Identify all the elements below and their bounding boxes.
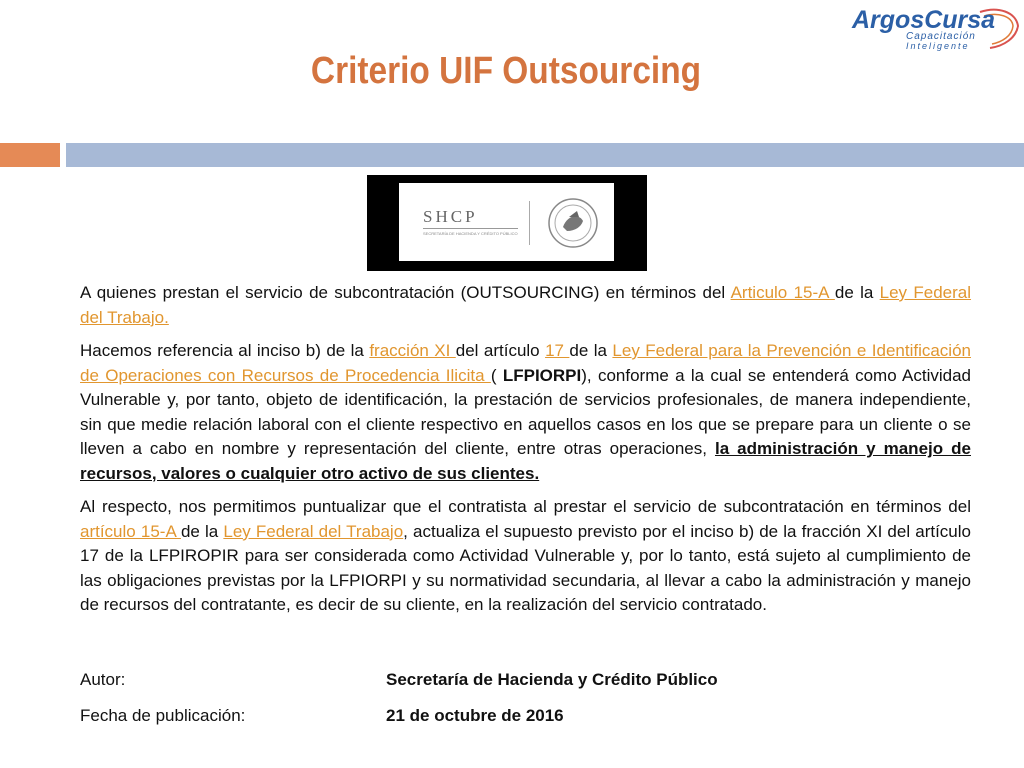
p3-text-2: de la [180,521,224,541]
p2-emphasis: la administración y manejo de recursos, valores o cualquier otro activo de sus clientes. [80,439,971,483]
link-lfpiorpi[interactable]: Ley Federal para la Prevención e Identificación de Operaciones con Recursos de Procedencia Ilicita [80,341,971,385]
p3-text-3: , actualiza el supuesto previsto por el inciso b) de la fracción XI del artículo 17 de la LFPIROPIR para ser considerada como Actividad Vulnerable y, por lo tanto, está sujeto al cumplimiento de las obligaciones previstas por la LFPIORPI y su normatividad secundaria, al llevar a cabo la administración y manejo de recursos del contratante, es decir de su cliente, en la realización del servicio contratado. [80,521,971,614]
link-ley-federal-trabajo-2[interactable]: Ley Federal del Trabajo [223,521,404,541]
date-value: 21 de octubre de 2016 [386,706,564,725]
p2-text-3: de la [569,341,613,360]
paragraph-1 [80,281,971,330]
link-ley-federal-trabajo[interactable]: Ley Federal del Trabajo. [80,283,972,327]
shcp-wordmark: SHCP [423,207,478,226]
main-content [80,281,971,627]
logo-tagline-2: Inteligente [906,41,970,51]
logo-name: ArgosCursa [852,6,996,34]
p2-text-1: Hacemos referencia al inciso b) de la [80,341,370,360]
shcp-seal-image [367,175,647,271]
author-value: Secretaría de Hacienda y Crédito Público [386,670,718,689]
argoscursa-logo [848,4,1020,50]
decorative-bar-blue [66,143,1024,167]
page-title: Criterio UIF Outsourcing [310,50,702,92]
p3-text-1: Al respecto, nos permitimos puntualizar que el contratista al prestar el servicio de subcontratación en términos del [80,497,971,516]
p2-text-4: ( [490,365,503,385]
seal-divider [529,201,530,245]
decorative-bar-orange [0,143,60,167]
link-articulo-17[interactable]: 17 [545,341,570,360]
date-label: Fecha de publicación: [80,706,246,725]
paragraph-2 [80,339,971,486]
mexico-seal-icon [547,197,599,249]
p2-text-5: ), conforme a la cual se entenderá como Actividad Vulnerable y, por tanto, objeto de identificación, la prestación de servicios profesionales, de manera independiente, sin que medie relación laboral con el cliente respectivo en aquellos casos en los que se prepare para un cliente o se lleven a cabo en nombre y representación del cliente, entre otras operaciones, [80,365,972,458]
link-articulo-15a-2[interactable]: artículo 15-A [80,521,181,541]
link-articulo-15a[interactable]: Articulo 15-A [730,283,835,302]
shcp-subtext: SECRETARÍA DE HACIENDA Y CRÉDITO PÚBLICO [423,231,518,236]
shcp-underline [423,228,518,229]
p1-text-2: de la [834,283,880,302]
p1-text-1: A quienes prestan el servicio de subcontratación (OUTSOURCING) en términos del [80,283,731,302]
p2-text-2: del artículo [455,341,546,360]
logo-tagline-1: Capacitación [906,31,976,42]
link-fraccion-xi[interactable]: fracción XI [369,341,456,360]
p2-bold-lfpiorpi: LFPIORPI [502,365,582,385]
author-label: Autor: [80,670,126,689]
shcp-seal-panel [399,183,614,261]
paragraph-3 [80,495,971,618]
